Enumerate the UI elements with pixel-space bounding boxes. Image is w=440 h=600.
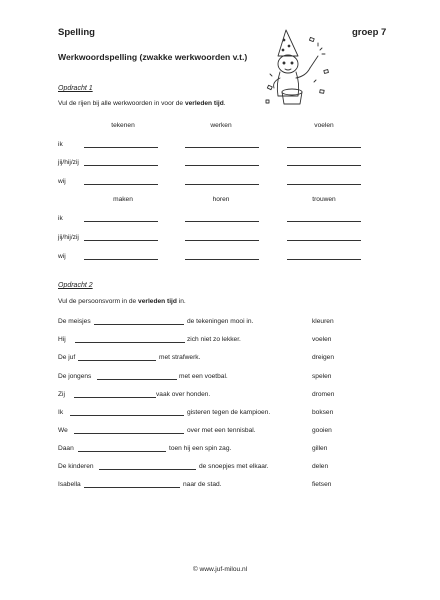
answer-line[interactable] (94, 324, 184, 325)
pronoun-label: ik (58, 215, 63, 222)
task2-instruction-text: Vul de persoonsvorm in de (58, 298, 137, 305)
answer-line[interactable] (84, 487, 180, 488)
task1-instruction-end: . (223, 100, 226, 107)
sentence-verb: kleuren (312, 318, 334, 325)
task1-heading: Opdracht 1 (58, 85, 93, 92)
answer-line[interactable] (84, 184, 158, 185)
answer-line[interactable] (97, 379, 177, 380)
sentence-verb: boksen (312, 409, 334, 416)
task2-instruction (58, 298, 186, 305)
pronoun-label: ik (58, 141, 63, 148)
answer-line[interactable] (84, 240, 158, 241)
answer-line[interactable] (74, 433, 184, 434)
answer-line[interactable] (287, 221, 361, 222)
sentence-verb: delen (312, 463, 329, 470)
answer-line[interactable] (287, 184, 361, 185)
answer-line[interactable] (185, 259, 259, 260)
sentence-subject: De meisjes (58, 318, 91, 325)
pronoun-label: wij (58, 253, 66, 260)
sentence-subject: Daan (58, 445, 74, 452)
answer-line[interactable] (74, 397, 156, 398)
answer-line[interactable] (185, 240, 259, 241)
verb-header: maken (113, 196, 133, 203)
answer-line[interactable] (78, 451, 166, 452)
sentence-subject: Ik (58, 409, 64, 416)
answer-line[interactable] (84, 147, 158, 148)
answer-line[interactable] (75, 342, 185, 343)
task2-instruction-bold: verleden tijd (138, 298, 177, 305)
answer-line[interactable] (84, 221, 158, 222)
answer-line[interactable] (185, 184, 259, 185)
sentence-rest: vaak over honden. (156, 391, 211, 398)
sentence-subject: De kinderen (58, 463, 94, 470)
pronoun-label: jij/hij/zij (58, 234, 79, 241)
answer-line[interactable] (287, 240, 361, 241)
sentence-verb: dromen (312, 391, 335, 398)
answer-line[interactable] (185, 165, 259, 166)
sentence-subject: De juf (58, 354, 76, 361)
answer-line[interactable] (84, 259, 158, 260)
sentence-rest: toen hij een spin zag. (169, 445, 232, 452)
sentence-rest: de snoepjes met elkaar. (199, 463, 269, 470)
task1-instruction (58, 100, 226, 107)
sentence-verb: spelen (312, 373, 332, 380)
answer-line[interactable] (70, 415, 184, 416)
answer-line[interactable] (287, 165, 361, 166)
verb-header: horen (212, 196, 230, 203)
sentence-rest: gisteren tegen de kampioen. (187, 409, 271, 416)
verb-header: trouwen (312, 196, 336, 203)
answer-line[interactable] (185, 221, 259, 222)
group-label: groep 7 (352, 27, 387, 38)
verb-header: tekenen (111, 122, 135, 129)
sentence-verb: gillen (312, 445, 328, 452)
verb-header: voelen (314, 122, 334, 129)
sentence-verb: dreigen (312, 354, 334, 361)
subject-label: Spelling (58, 27, 95, 38)
answer-line[interactable] (84, 165, 158, 166)
sentence-verb: voelen (312, 336, 332, 343)
answer-line[interactable] (185, 147, 259, 148)
sentence-rest: over met een tennisbal. (187, 427, 256, 434)
answer-line[interactable] (99, 469, 196, 470)
sentence-subject: Hij (58, 336, 66, 343)
verb-header: werken (210, 122, 232, 129)
task1-instruction-bold: verleden tijd (184, 100, 224, 107)
task2-instruction-end: in. (178, 298, 186, 305)
sentence-subject: Zij (58, 391, 65, 398)
pronoun-label: jij/hij/zij (58, 159, 79, 166)
page-title: Werkwoordspelling (zwakke werkwoorden v.t.) (58, 52, 248, 62)
sentence-rest: naar de stad. (183, 481, 222, 488)
sentence-rest: de tekeningen mooi in. (187, 318, 254, 325)
footer-copyright: © www.juf-milou.nl (192, 566, 248, 573)
pronoun-label: wij (58, 178, 66, 185)
sentence-rest: met een voetbal. (179, 373, 228, 380)
answer-line[interactable] (78, 360, 156, 361)
task1-instruction-text: Vul de rijen bij alle werkwoorden in voor de (58, 100, 184, 107)
sentence-subject: De jongens (58, 373, 92, 380)
answer-line[interactable] (287, 147, 361, 148)
sentence-rest: zich niet zo lekker. (187, 336, 241, 343)
sentence-subject: We (58, 427, 68, 434)
sentence-verb: fietsen (312, 481, 332, 488)
wizard-illustration (262, 26, 334, 110)
sentence-verb: gooien (312, 427, 332, 434)
task2-heading: Opdracht 2 (58, 282, 93, 289)
answer-line[interactable] (287, 259, 361, 260)
sentence-rest: met strafwerk. (159, 354, 201, 361)
sentence-subject: Isabella (58, 481, 81, 488)
